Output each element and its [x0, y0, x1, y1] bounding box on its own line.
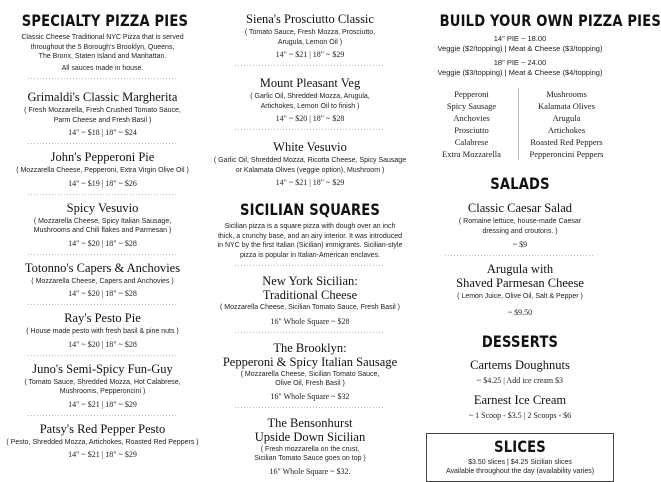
item-price: 16" Whole Square ~ $28	[270, 316, 350, 326]
specialty-pizza-column-2	[212, 0, 408, 477]
item-name: The Brooklyn:	[273, 340, 347, 355]
menu-item-caesar-salad	[422, 201, 618, 250]
item-desc: Mushrooms and Chili flakes and Parmesan )	[33, 227, 172, 234]
divider	[28, 143, 178, 144]
topping: Artichokes	[547, 125, 586, 135]
menu-item-totonnos	[4, 261, 201, 300]
item-desc: Artichokes, Lemon Oil to finish )	[260, 102, 360, 110]
item-name: Spicy Vesuvio	[66, 200, 139, 215]
item-desc: ( Fresh mozzarella on the crust,	[260, 445, 360, 453]
item-desc: ( Mozzarella Cheese, Capers and Anchovies )	[31, 277, 174, 285]
pie-18-toppings: Veggie ($3/topping) | Meat & Cheese ($4/topping)	[437, 67, 603, 77]
item-price: 14" ~ $19 | 18" ~ $26	[68, 178, 137, 188]
menu-item-siena	[212, 12, 408, 60]
specialty-pizza-column	[4, 0, 201, 460]
intro-line: throughout the 5 Borough's Brooklyn, Queens,	[30, 43, 175, 51]
sicilian-squares-title: SICILIAN SQUARES	[240, 200, 380, 219]
divider	[235, 332, 385, 333]
intro-line: thick, a crunchy base, and an airy interior. It was introduced	[217, 232, 403, 240]
item-desc: Arugula, Lemon Oil )	[277, 38, 343, 46]
item-price: 14" ~ $20 | 18" ~ $28	[68, 289, 137, 298]
item-price: ~ $9	[512, 240, 528, 249]
item-price: ~ 1 Scoop - $3.5 | 2 Scoops - $6	[468, 410, 572, 420]
item-desc: Mushrooms, Pepperoncini )	[59, 388, 146, 395]
menu-item-mount-pleasant	[212, 76, 408, 124]
item-desc: ( Mozzarella Cheese, Spicy Italian Sausage,	[33, 217, 172, 225]
item-desc: ( Fresh Mozzarella, Fresh Crushed Tomato Sauce,	[24, 107, 181, 114]
item-name: Mount Pleasant Veg	[259, 76, 361, 90]
topping: Anchovies	[453, 113, 490, 123]
menu-item-arugula-salad	[422, 262, 618, 318]
divider	[235, 129, 385, 130]
menu-item-rays-pesto	[4, 311, 201, 350]
toppings-left	[426, 88, 519, 160]
item-name: Traditional Cheese	[262, 288, 358, 302]
item-name: Patsy's Red Pepper Pesto	[39, 421, 166, 436]
topping: Pepperoncini Peppers	[529, 149, 604, 159]
intro-line: Sicilian pizza is a square pizza with dough over an inch	[224, 223, 396, 230]
item-name: Cartems Doughnuts	[470, 357, 570, 372]
topping: Pepperoni	[454, 89, 489, 99]
item-name: John's Pepperoni Pie	[50, 150, 155, 164]
intro-line: pizza is popular in Italian-American enclaves.	[239, 251, 381, 259]
build-your-own-title: BUILD YOUR OWN PIZZA PIES	[439, 11, 661, 30]
specialty-pizza-title: SPECIALTY PIZZA PIES	[21, 11, 189, 30]
item-price: 14" ~ $21 | 18" ~ $29	[275, 50, 345, 59]
item-name: Pepperoni & Spicy Italian Sausage	[222, 354, 398, 369]
topping: Extra Mozzarella	[442, 149, 501, 159]
divider	[28, 304, 178, 305]
item-price: 14" ~ $20 | 18" ~ $28	[68, 339, 137, 349]
item-desc: ( Mozzarella Cheese, Pepperoni, Extra Virgin Olive Oil )	[16, 167, 189, 174]
divider	[28, 78, 178, 79]
divider	[235, 265, 385, 266]
menu-item-doughnuts	[422, 358, 618, 386]
item-desc: dressing and croutons. )	[482, 227, 558, 235]
menu-item-patsys	[4, 422, 201, 461]
item-price: 14" ~ $20 | 18" ~ $28	[68, 238, 137, 248]
item-desc: ( Mozzarella Cheese, Sicilian Tomato Sauce, Fresh Basil )	[219, 304, 400, 311]
item-desc: ( Lemon Juice, Olive Oil, Salt & Pepper )	[457, 293, 583, 300]
item-name: Siena's Prosciutto Classic	[246, 12, 374, 26]
item-price: 16" Whole Square ~ $32.	[269, 466, 351, 476]
divider	[445, 255, 595, 256]
menu-item-junos	[4, 362, 201, 410]
intro-line: Classic Cheese Traditional NYC Pizza that is served	[21, 34, 184, 41]
item-name: Ray's Pesto Pie	[64, 311, 141, 325]
topping: Arugula	[552, 113, 581, 123]
slices-availability: Available throughout the day (availability varies)	[445, 468, 595, 475]
pie-18-price: 18" PIE ~ 24.00	[493, 58, 547, 67]
menu-item-brooklyn	[212, 341, 408, 402]
intro-line: The Bronx, Staten Island and Manhattan.	[38, 53, 167, 60]
topping: Kalamata Olives	[538, 101, 595, 111]
divider	[235, 407, 385, 408]
slices-box	[426, 433, 614, 482]
intro-line: in NYC by the first Italian (Sicilian) immigrants. Sicilian-style	[217, 242, 403, 249]
toppings-right	[519, 88, 615, 160]
item-desc: ( Garlic Oil, Shredded Mozza, Ricotta Cheese, Spicy Sausage	[213, 157, 407, 164]
pie-14-toppings: Veggie ($2/topping) | Meat & Cheese ($3/topping)	[437, 43, 603, 53]
topping: Roasted Red Peppers	[530, 137, 603, 147]
menu-item-bensonhurst	[212, 416, 408, 477]
desserts-title: DESSERTS	[481, 331, 559, 351]
item-desc: ( Tomato Sauce, Shredded Mozza, Hot Calabrese,	[24, 378, 181, 386]
item-price: 14" ~ $18 | 18" ~ $24	[68, 128, 137, 137]
item-desc: Parm Cheese and Fresh Basil )	[53, 116, 152, 124]
intro-line: All sauces made in house.	[61, 64, 144, 72]
menu-item-pepperoni	[4, 150, 201, 189]
specialty-intro	[4, 33, 201, 73]
item-name: Juno's Semi-Spicy Fun-Guy	[32, 361, 173, 376]
item-price: 14" ~ $21 | 18" ~ $29	[68, 399, 137, 409]
sicilian-intro	[212, 222, 408, 260]
divider	[28, 254, 178, 255]
topping: Calabrese	[454, 137, 489, 147]
item-name: Arugula with	[486, 262, 554, 276]
divider	[28, 194, 178, 195]
item-desc: ( Pesto, Shredded Mozza, Artichokes, Roasted Red Peppers )	[6, 438, 199, 446]
slices-prices: $3.50 slices | $4.25 Sicilian slices	[468, 458, 572, 466]
item-name: Shaved Parmesan Cheese	[456, 276, 584, 290]
item-price: ~ $4.25 | Add ice cream $3	[476, 375, 564, 385]
item-name: White Vesuvio	[273, 140, 347, 154]
item-price: ~ $9.50	[507, 307, 533, 317]
topping: Prosciutto	[454, 125, 489, 135]
topping: Spicy Sausage	[446, 101, 497, 111]
menu-item-margherita	[4, 90, 201, 138]
menu-item-spicy-vesuvio	[4, 201, 201, 249]
menu-item-ny-sicilian	[212, 274, 408, 327]
divider	[235, 65, 385, 66]
item-name: Upside Down Sicilian	[254, 429, 366, 444]
item-desc: ( House made pesto with fresh basil & pine nuts )	[26, 328, 179, 335]
topping: Mushrooms	[546, 89, 587, 99]
item-name: Classic Caesar Salad	[467, 201, 573, 215]
menu-item-ice-cream	[422, 393, 618, 421]
item-desc: ( Mozzarella Cheese, Sicilian Tomato Sauce,	[240, 370, 380, 378]
item-name: New York Sicilian:	[262, 274, 358, 288]
item-desc: or Kalamata Olives (veggie option), Mushroom )	[235, 166, 385, 174]
toppings-list	[422, 88, 618, 160]
divider	[28, 415, 178, 416]
pie-14-price: 14" PIE ~ 18.00	[493, 34, 547, 43]
menu-item-white-vesuvio	[212, 140, 408, 188]
item-desc: ( Garlic Oil, Shredded Mozza, Arugula,	[250, 93, 370, 100]
divider	[28, 355, 178, 356]
item-price: 14" ~ $21 | 18" ~ $29	[68, 450, 137, 459]
item-price: 16" Whole Square ~ $32	[270, 391, 350, 401]
item-name: Earnest Ice Cream	[473, 392, 567, 407]
item-desc: ( Tomato Sauce, Fresh Mozza, Prosciutto,	[244, 29, 376, 36]
item-name: Totonno's Capers & Anchovies	[24, 260, 181, 275]
build-your-own-column	[422, 0, 661, 482]
item-price: 14" ~ $20 | 18" ~ $28	[275, 114, 345, 123]
item-desc: Sicilian Tomato Sauce goes on top )	[254, 455, 366, 462]
item-price: 14" ~ $21 | 18" ~ $29	[275, 178, 345, 187]
item-name: Grimaldi's Classic Margherita	[27, 90, 178, 104]
item-desc: Olive Oil, Fresh Basil )	[275, 380, 345, 387]
salads-title: SALADS	[490, 174, 550, 193]
item-desc: ( Romaine lettuce, house-made Caesar	[458, 218, 582, 225]
item-name: The Bensonhurst	[267, 415, 353, 430]
slices-title: SLICES	[494, 436, 546, 456]
